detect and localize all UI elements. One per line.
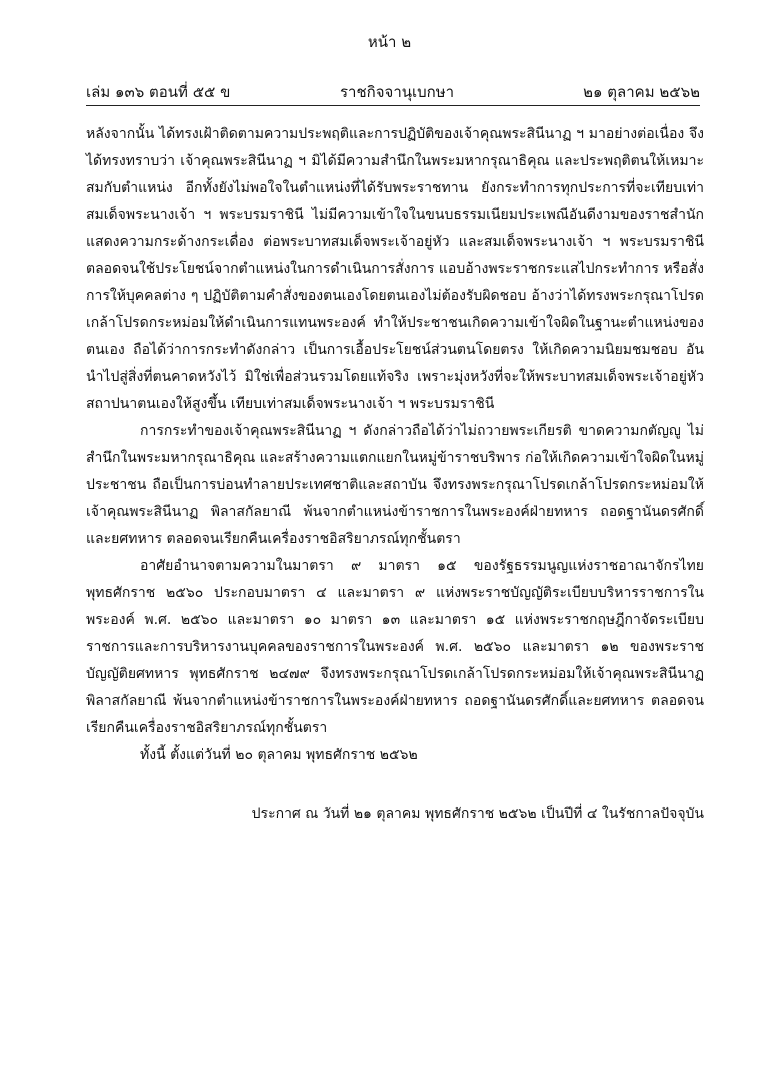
volume-issue: เล่ม ๑๓๖ ตอนที่ ๕๕ ข: [86, 83, 231, 101]
header-date: ๒๑ ตุลาคม ๒๕๖๒: [583, 83, 700, 101]
document-body: [86, 121, 704, 828]
gazette-title: ราชกิจจานุเบกษา: [340, 83, 455, 101]
gazette-header: [86, 80, 700, 102]
proclamation-line: ประกาศ ณ วันที่ ๒๑ ตุลาคม พุทธศักราช ๒๕๖๒ เป็นปีที่ ๔ ในรัชกาลปัจจุบัน: [251, 806, 704, 822]
paragraph-2: การกระทำของเจ้าคุณพระสินีนาฏ ฯ ดังกล่าวถือได้ว่าไม่ถวายพระเกียรติ ขาดความกตัญญู ไม่สำนึกในพระมหากรุณาธิคุณ และสร้างความแตกแยกในหมู่ข้าราชบริพาร ก่อให้เกิดความเข้าใจผิดในหมู่ประชาชน ถือเป็นการบ่อนทำลายประเทศชาติและสถาบัน จึงทรงพระกรุณาโปรดเกล้าโปรดกระหม่อมให้เจ้าคุณพระสินีนาฏ พิลาสกัลยาณี พ้นจากตำแหน่งข้าราชการในพระองค์ฝ่ายทหาร ถอดฐานันดรศักดิ์และยศทหาร ตลอดจนเรียกคืนเครื่องราชอิสริยาภรณ์ทุกชั้นตรา: [86, 423, 704, 547]
paragraph-3: อาศัยอำนาจตามความในมาตรา ๙ มาตรา ๑๕ ของรัฐธรรมนูญแห่งราชอาณาจักรไทย พุทธศักราช ๒๕๖๐ ประกอบมาตรา ๔ และมาตรา ๙ แห่งพระราชบัญญัติระเบียบบริหารราชการในพระองค์ พ.ศ. ๒๕๖๐ และมาตรา ๑๐ มาตรา ๑๓ และมาตรา ๑๕ แห่งพระราชกฤษฎีกาจัดระเบียบราชการและการบริหารงานบุคคลของราชการในพระองค์ พ.ศ. ๒๕๖๐ และมาตรา ๑๒ ของพระราชบัญญัติยศทหาร พุทธศักราช ๒๔๗๙ จึงทรงพระกรุณาโปรดเกล้าโปรดกระหม่อมให้เจ้าคุณพระสินีนาฏ พิลาสกัลยาณี พ้นจากตำแหน่งข้าราชการในพระองค์ฝ่ายทหาร ถอดฐานันดรศักดิ์และยศทหาร ตลอดจนเรียกคืนเครื่องราชอิสริยาภรณ์ทุกชั้นตรา: [86, 558, 704, 736]
header-divider: [86, 105, 700, 106]
page-number: หน้า ๒: [367, 33, 412, 51]
paragraph-1: หลังจากนั้น ได้ทรงเฝ้าติดตามความประพฤติและการปฏิบัติของเจ้าคุณพระสินีนาฏ ฯ มาอย่างต่อเนื่อง จึงได้ทรงทราบว่า เจ้าคุณพระสินีนาฏ ฯ มิได้มีความสำนึกในพระมหากรุณาธิคุณ และประพฤติตนให้เหมาะสมกับตำแหน่ง อีกทั้งยังไม่พอใจในตำแหน่งที่ได้รับพระราชทาน ยังกระทำการทุกประการที่จะเทียบเท่าสมเด็จพระนางเจ้า ฯ พระบรมราชินี ไม่มีความเข้าใจในขนบธรรมเนียมประเพณีอันดีงามของราชสำนัก แสดงความกระด้างกระเดื่อง ต่อพระบาทสมเด็จพระเจ้าอยู่หัว และสมเด็จพระนางเจ้า ฯ พระบรมราชินี ตลอดจนใช้ประโยชน์จากตำแหน่งในการดำเนินการสั่งการ แอบอ้างพระราชกระแสไปกระทำการ หรือสั่งการให้บุคคลต่าง ๆ ปฏิบัติตามคำสั่งของตนเองโดยตนเองไม่ต้องรับผิดชอบ อ้างว่าได้ทรงพระกรุณาโปรดเกล้าโปรดกระหม่อมให้ดำเนินการแทนพระองค์ ทำให้ประชาชนเกิดความเข้าใจผิดในฐานะตำแหน่งของตนเอง ถือได้ว่าการกระทำดังกล่าว เป็นการเอื้อประโยชน์ส่วนตนโดยตรง ให้เกิดความนิยมชมชอบ อันนำไปสู่สิ่งที่ตนคาดหวังไว้ มิใช่เพื่อส่วนรวมโดยแท้จริง เพราะมุ่งหวังที่จะให้พระบาทสมเด็จพระเจ้าอยู่หัวสถาปนาตนเองให้สูงขึ้น เทียบเท่าสมเด็จพระนางเจ้า ฯ พระบรมราชินี: [86, 126, 704, 412]
effective-date: ทั้งนี้ ตั้งแต่วันที่ ๒๐ ตุลาคม พุทธศักราช ๒๕๖๒: [140, 747, 418, 763]
